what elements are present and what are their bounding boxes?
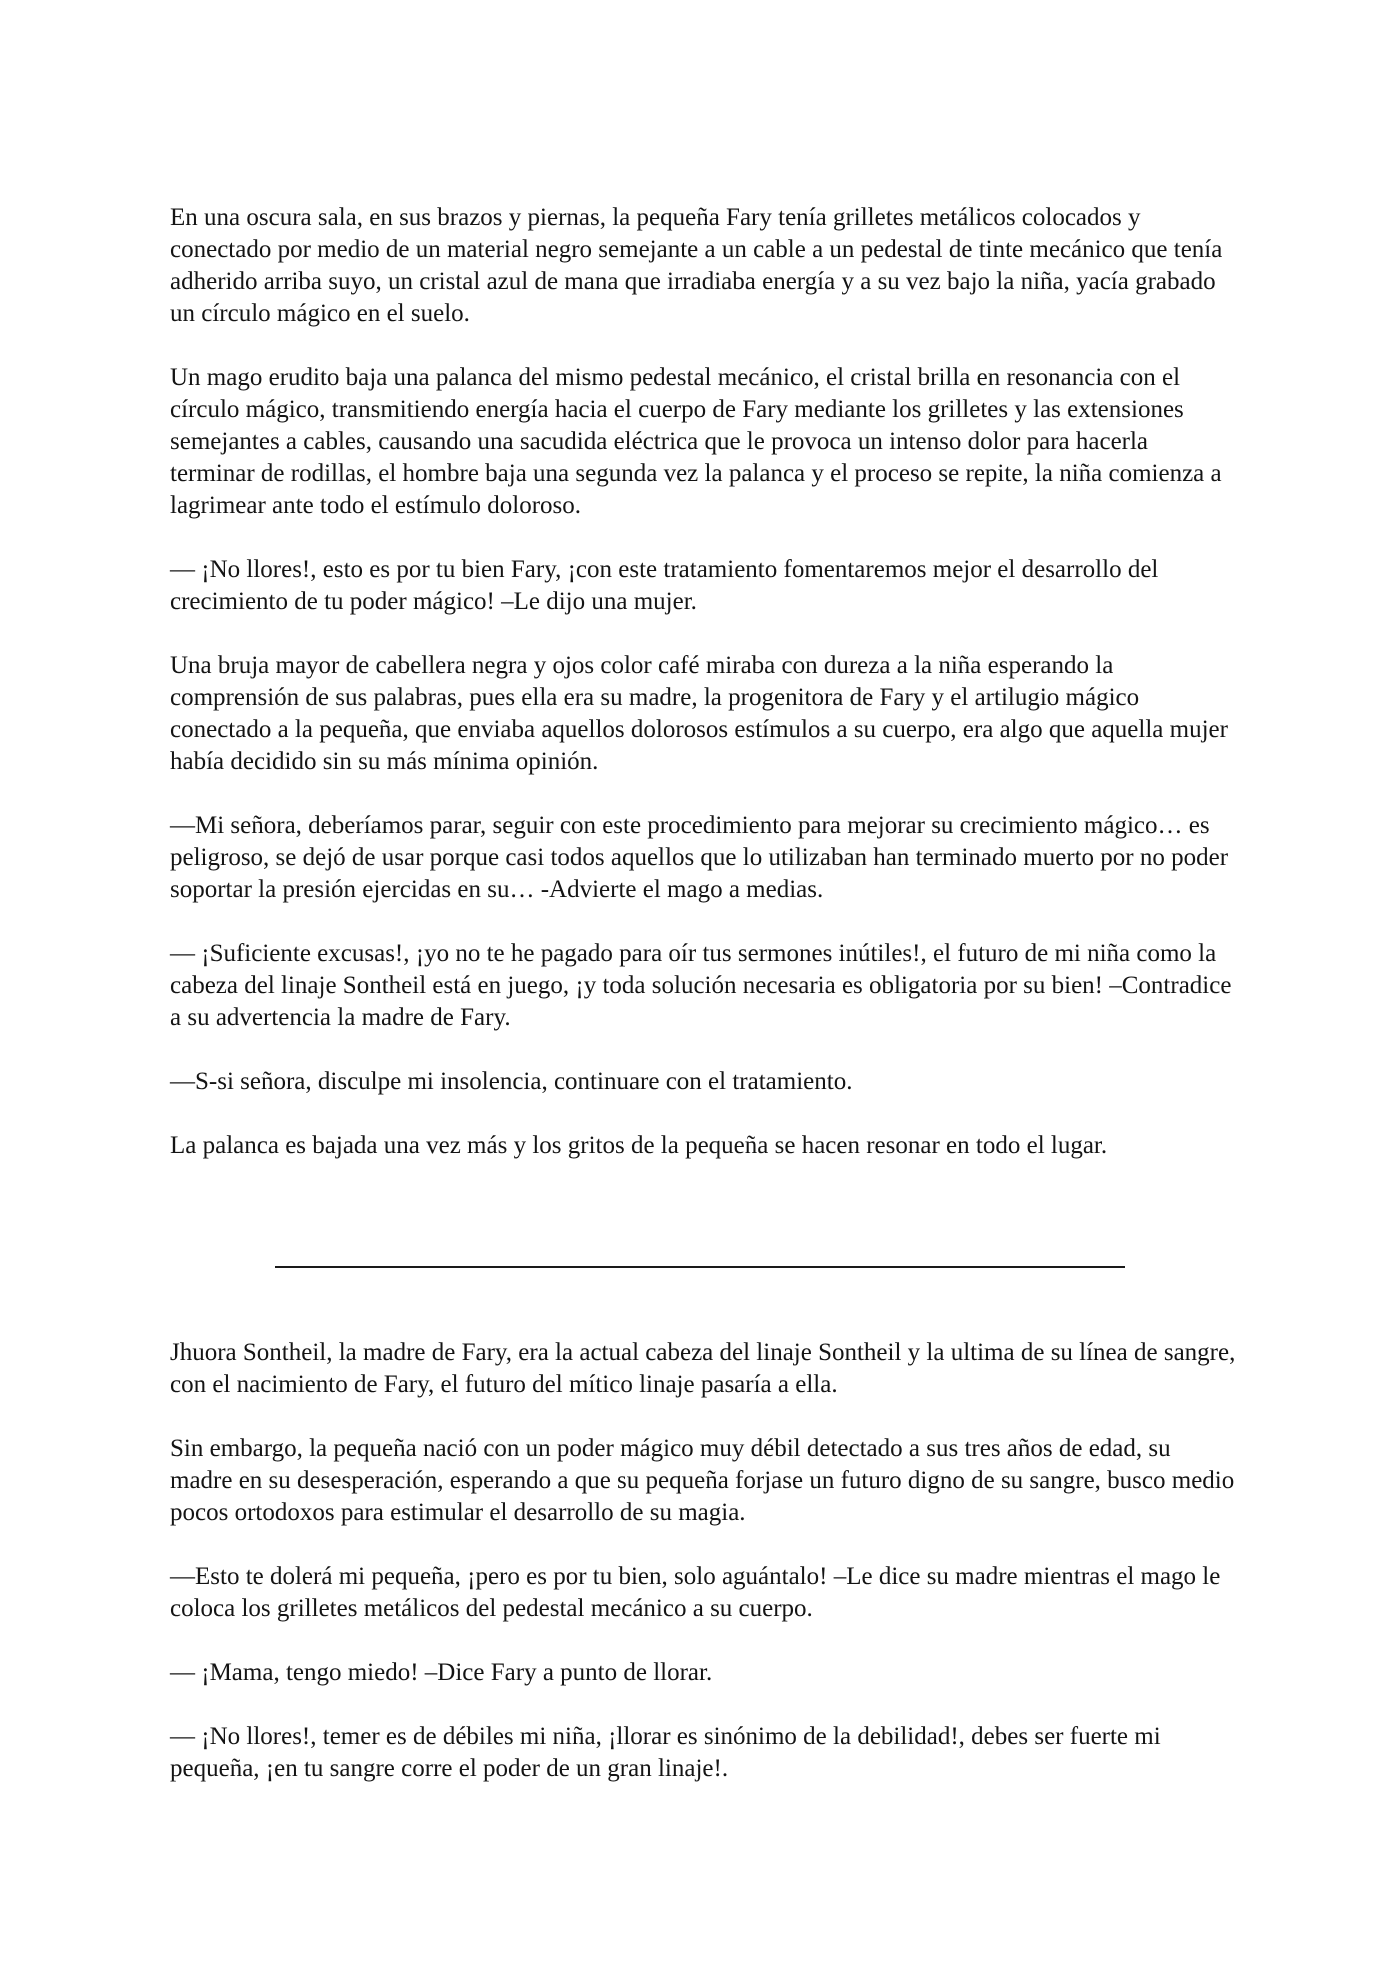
- paragraph-7: —S-si señora, disculpe mi insolencia, continuare con el tratamiento.: [170, 1068, 853, 1095]
- section-two: [170, 1337, 1238, 1785]
- paragraph-12: — ¡Mama, tengo miedo! –Dice Fary a punto de llorar.: [170, 1659, 713, 1686]
- paragraph-6: — ¡Suficiente excusas!, ¡yo no te he pagado para oír tus sermones inútiles!, el futuro de mi niña como la cabeza del linaje Sontheil está en juego, ¡y toda solución necesaria es obligatoria por su bien! –Contradice a su advertencia la madre de Fary.: [170, 940, 1232, 1031]
- section-divider: [275, 1266, 1125, 1268]
- section-one: [170, 202, 1238, 1162]
- paragraph-4: Una bruja mayor de cabellera negra y ojos color café miraba con dureza a la niña esperando la comprensión de sus palabras, pues ella era su madre, la progenitora de Fary y el artilugio mágico conectado a la pequeña, que enviaba aquellos dolorosos estímulos a su cuerpo, era algo que aquella mujer había decidido sin su más mínima opinión.: [170, 652, 1228, 775]
- paragraph-5: —Mi señora, deberíamos parar, seguir con este procedimiento para mejorar su crecimiento mágico… es peligroso, se dejó de usar porque casi todos aquellos que lo utilizaban han terminado muerto por no poder soportar la presión ejercidas en su… -Advierte el mago a medias.: [170, 812, 1229, 903]
- paragraph-10: Sin embargo, la pequeña nació con un poder mágico muy débil detectado a sus tres años de edad, su madre en su desesperación, esperando a que su pequeña forjase un futuro digno de su sangre, busco medio pocos ortodoxos para estimular el desarrollo de su magia.: [170, 1435, 1235, 1526]
- paragraph-11: —Esto te dolerá mi pequeña, ¡pero es por tu bien, solo aguántalo! –Le dice su madre mientras el mago le coloca los grilletes metálicos del pedestal mecánico a su cuerpo.: [170, 1563, 1221, 1622]
- paragraph-3: — ¡No llores!, esto es por tu bien Fary, ¡con este tratamiento fomentaremos mejor el desarrollo del crecimiento de tu poder mágico! –Le dijo una mujer.: [170, 556, 1159, 615]
- paragraph-8: La palanca es bajada una vez más y los gritos de la pequeña se hacen resonar en todo el lugar.: [170, 1132, 1108, 1159]
- paragraph-2: Un mago erudito baja una palanca del mismo pedestal mecánico, el cristal brilla en resonancia con el círculo mágico, transmitiendo energía hacia el cuerpo de Fary mediante los grilletes y las extensiones semejantes a cables, causando una sacudida eléctrica que le provoca un intenso dolor para hacerla terminar de rodillas, el hombre baja una segunda vez la palanca y el proceso se repite, la niña comienza a lagrimear ante todo el estímulo doloroso.: [170, 364, 1222, 519]
- paragraph-13: — ¡No llores!, temer es de débiles mi niña, ¡llorar es sinónimo de la debilidad!, debes ser fuerte mi pequeña, ¡en tu sangre corre el poder de un gran linaje!.: [170, 1723, 1161, 1782]
- paragraph-9: Jhuora Sontheil, la madre de Fary, era la actual cabeza del linaje Sontheil y la ultima de su línea de sangre, con el nacimiento de Fary, el futuro del mítico linaje pasaría a ella.: [170, 1339, 1236, 1398]
- paragraph-1: En una oscura sala, en sus brazos y piernas, la pequeña Fary tenía grilletes metálicos colocados y conectado por medio de un material negro semejante a un cable a un pedestal de tinte mecánico que tenía adherido arriba suyo, un cristal azul de mana que irradiaba energía y a su vez bajo la niña, yacía grabado un círculo mágico en el suelo.: [170, 204, 1223, 327]
